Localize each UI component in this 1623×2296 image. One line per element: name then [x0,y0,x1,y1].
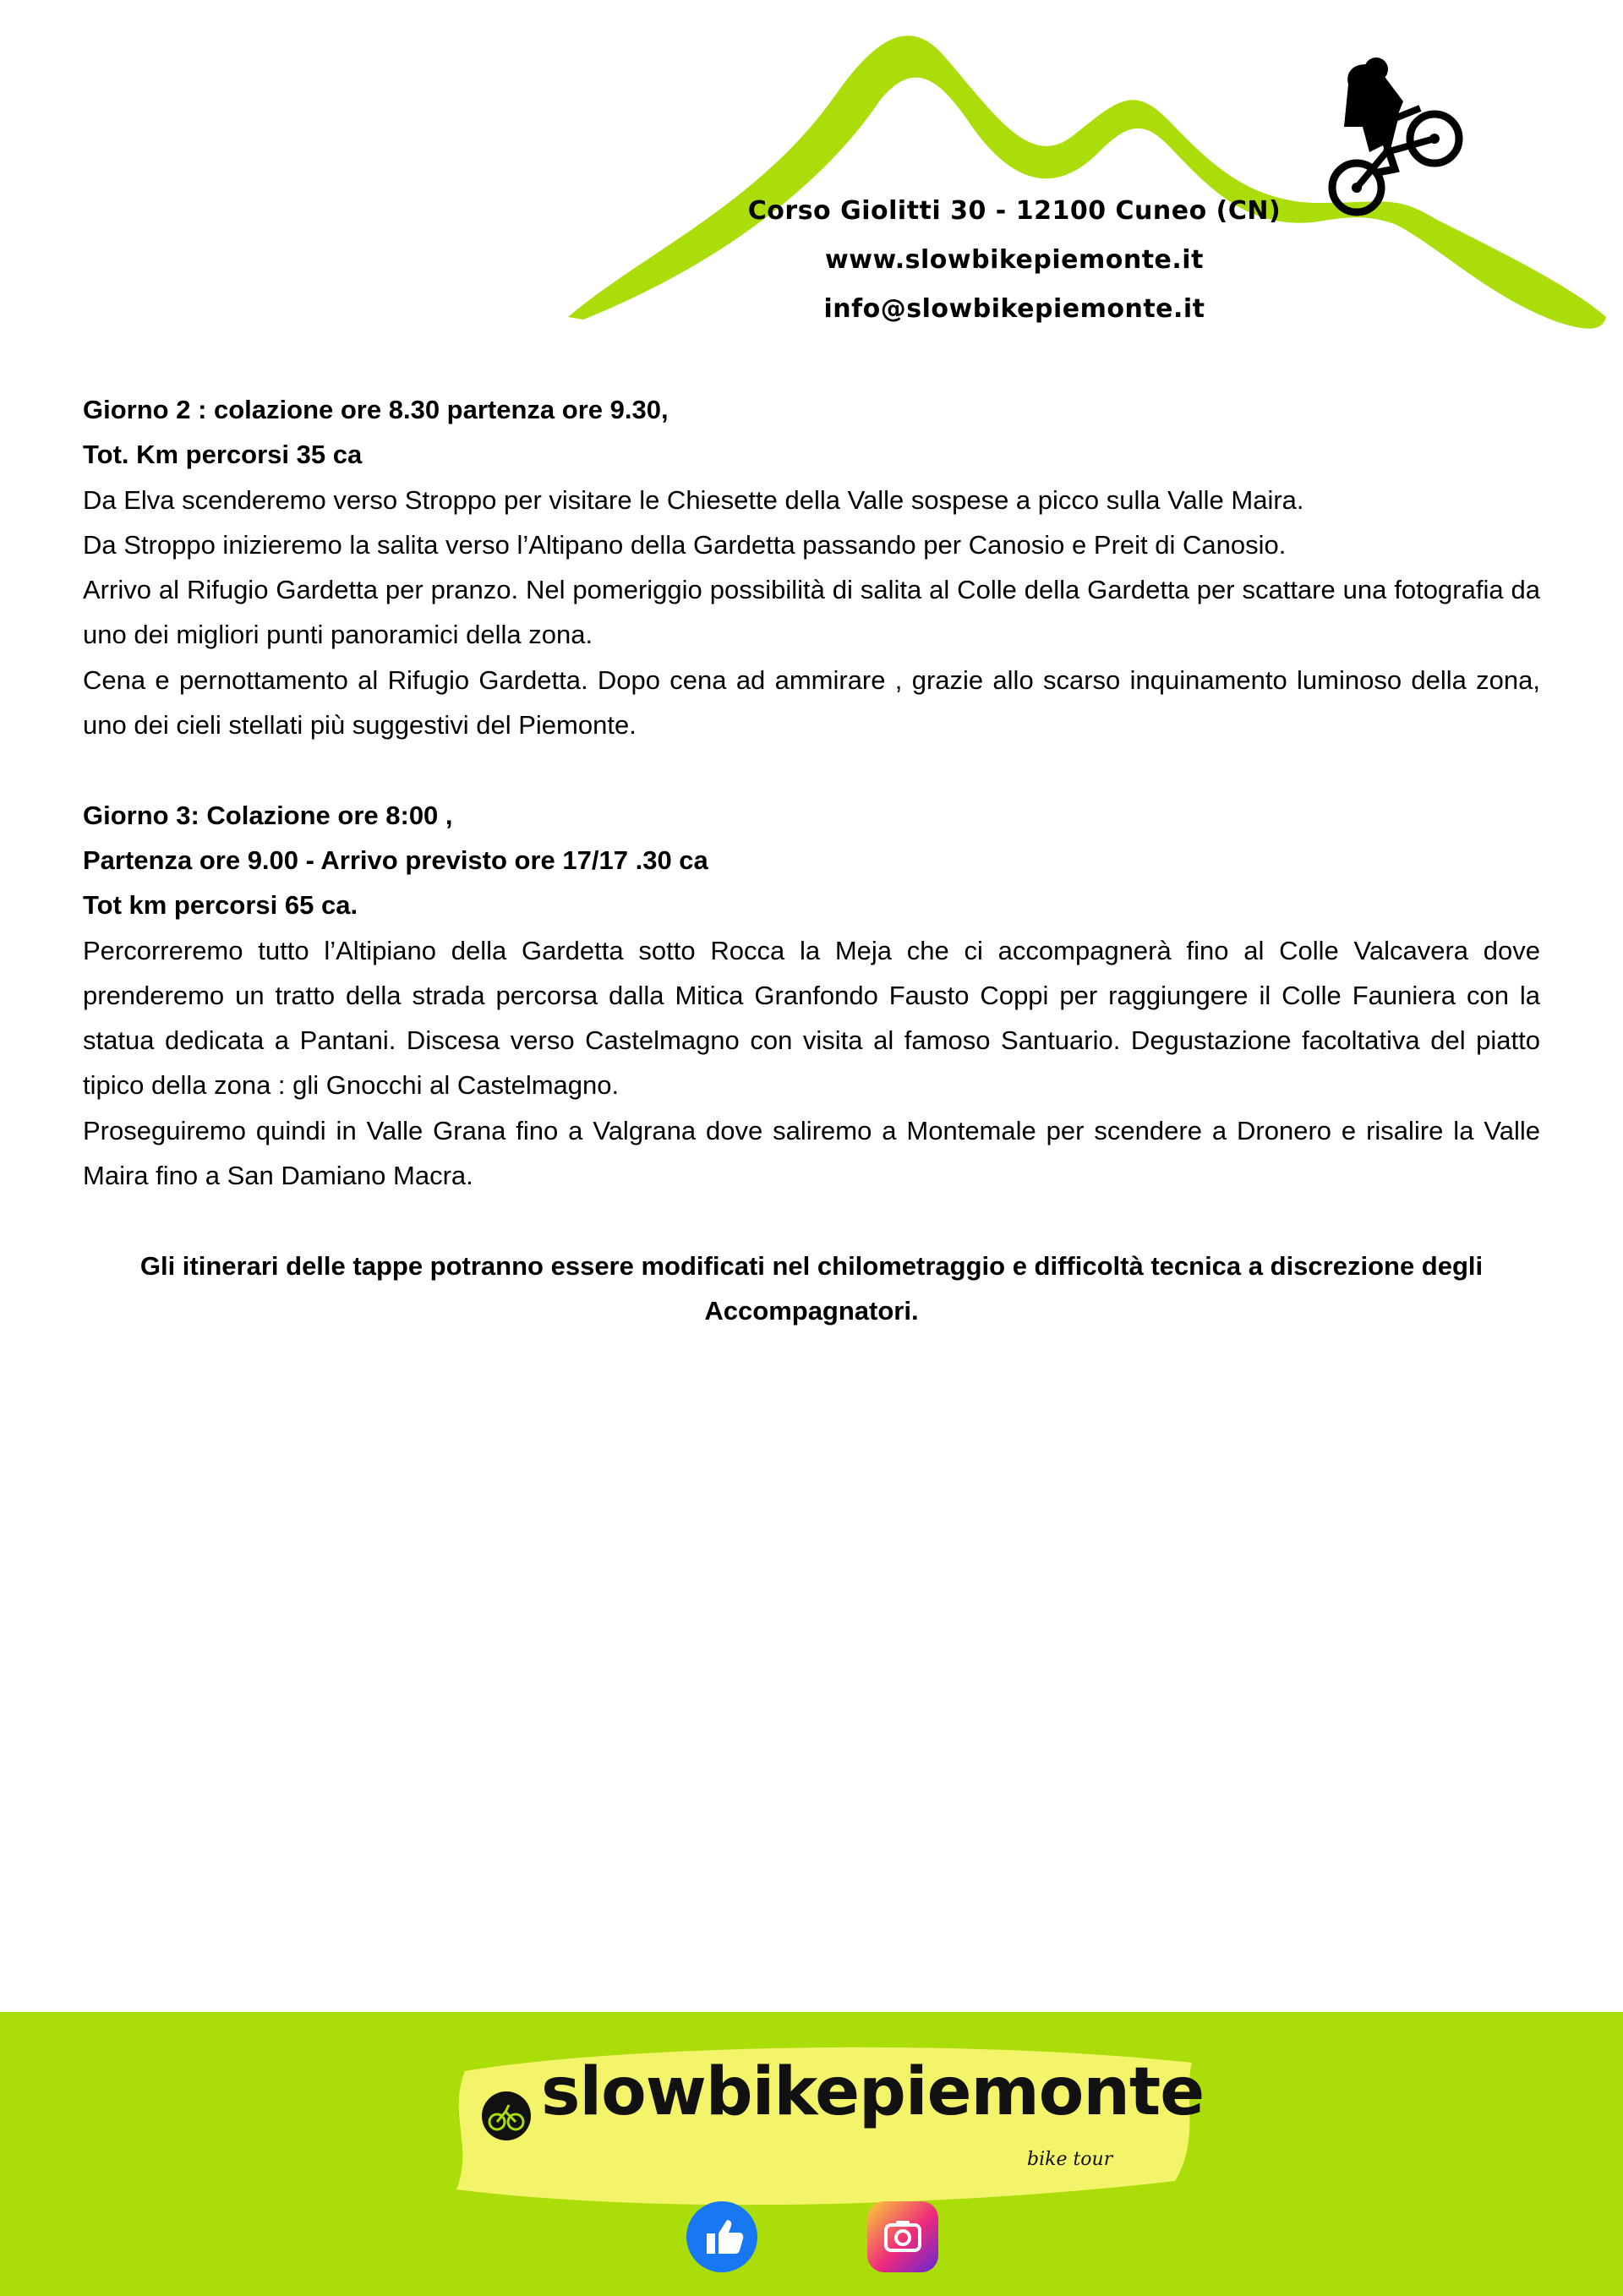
spacer [83,747,1540,792]
itinerary-note: Gli itinerari delle tappe potranno essere modificati nel chilometraggio e difficoltà tecnica a discrezione degli Accompagnatori. [139,1250,1484,1326]
brand-logo: slowbikepiemonte [541,2054,1205,2130]
day2-paragraph: Da Elva scenderemo verso Stroppo per visitare le Chiesette della Valle sospese a picco sulla Valle Maira. [83,484,1304,515]
day3-departure: Partenza ore 9.00 - Arrivo previsto ore 17/17 .30 ca [83,845,708,875]
day3-paragraph: Percorreremo tutto l’Altipiano della Gardetta sotto Rocca la Meja che ci accompagnerà fino al Colle Valcavera dove prenderemo un tratto della strada percorsa dalla Mitica Granfondo Fausto Coppi per raggiungere il Colle Fauniera con la statua dedicata a Pantani. Discesa verso Castelmagno con visita al famoso Santuario. Degustazione facoltativa del piatto tipico della zona : gli Gnocchi al Castelmagno. [83,935,1540,1101]
instagram-button[interactable] [867,2201,938,2272]
instagram-camera-icon [867,2201,938,2272]
header [0,0,1623,355]
spacer [83,1198,1540,1243]
address: Corso Giolitti 30 - 12100 Cuneo (CN) [747,196,1281,226]
day2-km: Tot. Km percorsi 35 ca [83,440,363,470]
brand-tagline: bike tour [1027,2149,1113,2170]
logo-bike-icon [480,2090,533,2142]
email-link[interactable]: info@slowbikepiemonte.it [823,294,1205,324]
day2-paragraph: Arrivo al Rifugio Gardetta per pranzo. Nel pomeriggio possibilità di salita al Colle della Gardetta per scattare una fotografia da uno dei migliori punti panoramici della zona. [83,575,1540,650]
day3-km: Tot km percorsi 65 ca. [83,890,358,921]
facebook-like-icon [686,2201,757,2272]
itinerary-content [83,387,1540,1333]
footer [0,2012,1623,2296]
day2-paragraph: Da Stroppo inizieremo la salita verso l’Altipano della Gardetta passando per Canosio e Preit di Canosio. [83,529,1287,560]
day2-heading: Giorno 2 : colazione ore 8.30 partenza ore 9.30, [83,395,669,424]
day3-paragraph: Proseguiremo quindi in Valle Grana fino a Valgrana dove saliremo a Montemale per scendere a Dronero e risalire la Valle Maira fino a San Damiano Macra. [83,1115,1540,1191]
cyclist-icon [1332,57,1459,212]
facebook-button[interactable] [686,2201,757,2272]
day2-paragraph: Cena e pernottamento al Rifugio Gardetta. Dopo cena ad ammirare , grazie allo scarso inquinamento luminoso della zona, uno dei cieli stellati più suggestivi del Piemonte. [83,664,1540,741]
day3-heading: Giorno 3: Colazione ore 8:00 , [83,800,453,830]
website-link[interactable]: www.slowbikepiemonte.it [825,245,1204,275]
